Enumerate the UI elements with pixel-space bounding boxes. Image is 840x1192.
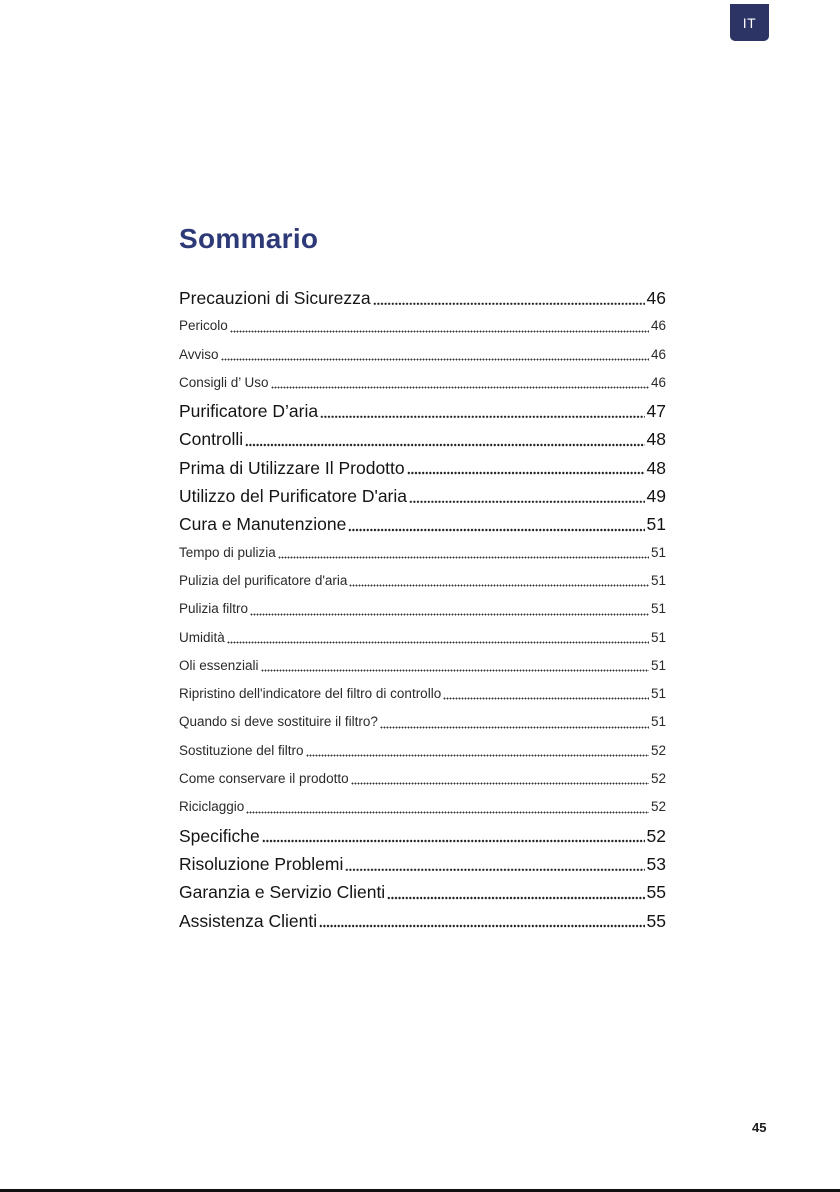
toc-dot-leader	[443, 693, 649, 700]
toc-entry-page: 52	[650, 799, 666, 815]
toc-entry-page: 55	[646, 910, 666, 931]
toc-entry[interactable]	[179, 312, 666, 340]
toc-entry[interactable]	[179, 708, 666, 736]
toc-dot-leader	[271, 382, 649, 389]
toc-entry-label: Come conservare il prodotto	[179, 771, 349, 787]
toc-entry-page: 46	[650, 318, 666, 334]
toc-entry-page: 46	[646, 288, 666, 308]
toc-dot-leader	[409, 496, 645, 503]
toc-dot-leader	[278, 552, 649, 559]
toc-entry-label: Assistenza Clienti	[179, 910, 318, 931]
toc-entry-label: Utilizzo del Purificatore D'aria	[179, 486, 408, 507]
toc-dot-leader	[245, 440, 644, 447]
toc-entry-label: Riciclaggio	[179, 799, 245, 815]
toc-entry[interactable]	[179, 454, 666, 482]
toc-entry[interactable]	[179, 369, 666, 397]
toc-dot-leader	[262, 836, 645, 843]
toc-entry-label: Ripristino dell'indicatore del filtro di controllo	[179, 686, 442, 702]
toc-entry[interactable]	[179, 765, 666, 793]
toc-dot-leader	[306, 750, 649, 757]
toc-entry[interactable]	[179, 539, 666, 567]
toc-entry-page: 52	[650, 771, 666, 787]
toc-entry-label: Cura e Manutenzione	[179, 514, 347, 535]
toc-entry-label: Avviso	[179, 346, 219, 362]
toc-dot-leader	[246, 807, 649, 814]
toc-entry[interactable]	[179, 425, 666, 453]
toc-entry[interactable]	[179, 397, 666, 425]
toc-entry-label: Garanzia e Servizio Clienti	[179, 882, 386, 903]
table-of-contents	[179, 284, 666, 935]
toc-entry-page: 51	[650, 572, 666, 588]
toc-entry-page: 51	[650, 601, 666, 617]
toc-entry-label: Controlli	[179, 429, 244, 450]
toc-dot-leader	[320, 411, 644, 418]
toc-dot-leader	[373, 298, 645, 305]
toc-entry-page: 51	[646, 514, 666, 535]
toc-entry-label: Quando si deve sostituire il filtro?	[179, 714, 378, 730]
toc-entry[interactable]	[179, 822, 666, 850]
toc-entry-page: 48	[646, 457, 666, 478]
language-tab: IT	[730, 4, 769, 41]
toc-dot-leader	[319, 921, 644, 928]
toc-dot-leader	[227, 637, 649, 644]
toc-entry-page: 47	[646, 401, 666, 422]
toc-dot-leader	[387, 893, 644, 900]
toc-entry-label: Specifiche	[179, 825, 260, 846]
toc-entry[interactable]	[179, 878, 666, 906]
toc-entry-label: Oli essenziali	[179, 657, 259, 673]
toc-dot-leader	[349, 580, 649, 587]
toc-entry-page: 46	[650, 374, 666, 390]
toc-entry-page: 51	[650, 657, 666, 673]
toc-entry-page: 52	[650, 742, 666, 758]
toc-entry-page: 49	[646, 486, 666, 507]
toc-dot-leader	[380, 722, 649, 729]
toc-entry[interactable]	[179, 595, 666, 623]
toc-entry-label: Tempo di pulizia	[179, 544, 276, 560]
toc-entry-label: Pulizia del purificatore d'aria	[179, 572, 348, 588]
toc-entry-page: 53	[646, 853, 666, 874]
toc-entry[interactable]	[179, 850, 666, 878]
toc-entry-page: 55	[646, 882, 666, 903]
toc-dot-leader	[250, 609, 649, 616]
toc-entry-page: 51	[650, 686, 666, 702]
toc-entry-label: Umidità	[179, 629, 225, 645]
toc-entry[interactable]	[179, 793, 666, 821]
toc-entry-label: Precauzioni di Sicurezza	[179, 288, 371, 308]
toc-entry[interactable]	[179, 737, 666, 765]
toc-entry[interactable]	[179, 567, 666, 595]
toc-entry-page: 52	[646, 825, 666, 846]
toc-entry-label: Prima di Utilizzare Il Prodotto	[179, 457, 405, 478]
toc-dot-leader	[351, 778, 649, 785]
toc-entry[interactable]	[179, 482, 666, 510]
toc-entry-label: Pericolo	[179, 318, 228, 334]
toc-entry-page: 51	[650, 629, 666, 645]
toc-dot-leader	[261, 665, 649, 672]
toc-dot-leader	[407, 468, 645, 475]
toc-entry-label: Consigli d’ Uso	[179, 374, 269, 390]
toc-entry-page: 48	[646, 429, 666, 450]
toc-entry-label: Risoluzione Problemi	[179, 853, 344, 874]
toc-entry-page: 46	[650, 346, 666, 362]
page-number: 45	[752, 1120, 767, 1135]
toc-dot-leader	[230, 326, 649, 333]
toc-dot-leader	[221, 354, 649, 361]
toc-entry[interactable]	[179, 284, 666, 312]
toc-entry[interactable]	[179, 624, 666, 652]
toc-dot-leader	[345, 864, 644, 871]
toc-entry-label: Pulizia filtro	[179, 601, 249, 617]
page-title: Sommario	[179, 223, 319, 254]
toc-entry[interactable]	[179, 680, 666, 708]
toc-entry-page: 51	[650, 544, 666, 560]
toc-entry[interactable]	[179, 652, 666, 680]
toc-entry[interactable]	[179, 907, 666, 935]
toc-dot-leader	[348, 525, 644, 532]
toc-entry[interactable]	[179, 510, 666, 538]
toc-entry-label: Purificatore D’aria	[179, 401, 319, 422]
toc-entry-label: Sostituzione del filtro	[179, 742, 304, 758]
toc-entry[interactable]	[179, 341, 666, 369]
toc-entry-page: 51	[650, 714, 666, 730]
